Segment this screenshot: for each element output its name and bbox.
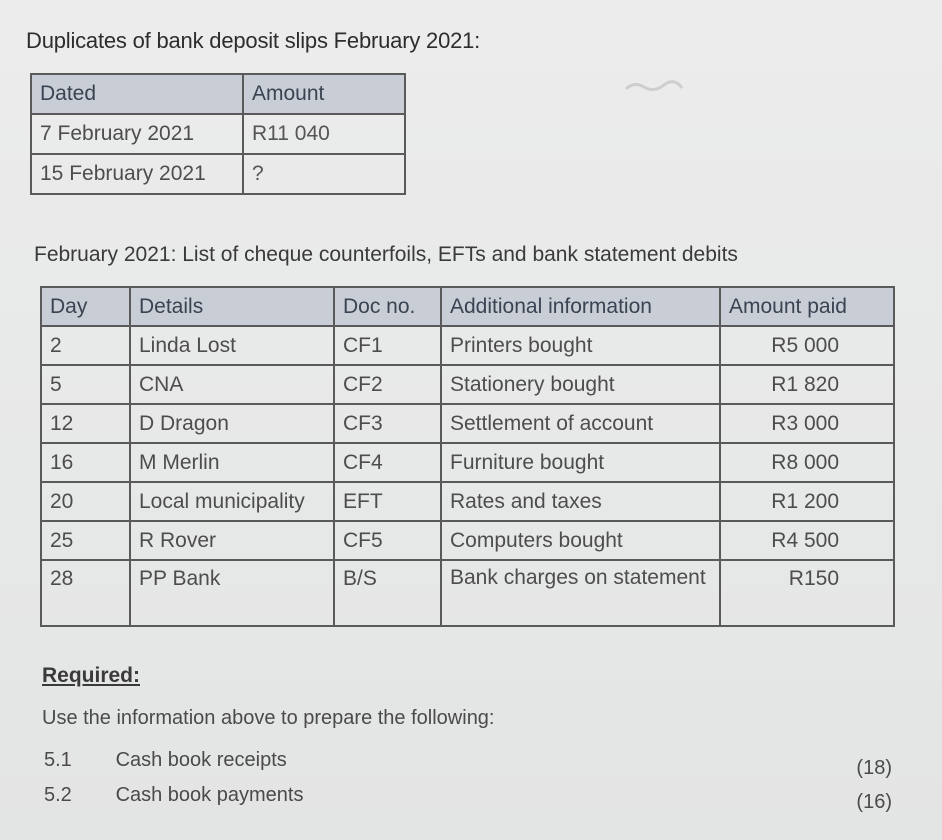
info-cell: Printers bought — [441, 326, 720, 365]
cheques-title: February 2021: List of cheque counterfoils, EFTs and bank statement debits — [34, 243, 738, 266]
smudge-mark — [624, 77, 684, 95]
required-label: Required: — [42, 664, 141, 687]
cheques-table — [40, 286, 895, 627]
deposit-amount: ? — [243, 154, 405, 194]
question-item — [44, 749, 287, 772]
details-cell: M Merlin — [130, 443, 334, 482]
doc-cell: CF5 — [334, 521, 441, 560]
info-cell: Furniture bought — [441, 443, 720, 482]
deposit-date: 7 February 2021 — [31, 114, 243, 154]
info-cell: Rates and taxes — [441, 482, 720, 521]
table-row — [41, 560, 894, 626]
doc-cell: CF3 — [334, 404, 441, 443]
info-cell: Computers bought — [441, 521, 720, 560]
header-amount: Amount — [243, 74, 405, 114]
question-number: 5.1 — [44, 749, 72, 771]
deposits-header-row — [31, 74, 405, 114]
table-row — [31, 154, 405, 194]
day-cell: 2 — [41, 326, 130, 365]
amount-cell: R1 820 — [720, 365, 894, 404]
question-marks: (18) — [856, 757, 892, 779]
header-amount-paid: Amount paid — [720, 287, 894, 326]
amount-cell: R4 500 — [720, 521, 894, 560]
doc-cell: B/S — [334, 560, 441, 626]
header-day: Day — [41, 287, 130, 326]
header-additional-info: Additional information — [441, 287, 720, 326]
amount-cell: R3 000 — [720, 404, 894, 443]
table-row — [41, 326, 894, 365]
deposit-date: 15 February 2021 — [31, 154, 243, 194]
question-text: Cash book payments — [115, 784, 304, 806]
info-cell: Stationery bought — [441, 365, 720, 404]
day-cell: 25 — [41, 521, 130, 560]
day-cell: 28 — [41, 560, 130, 626]
header-details: Details — [130, 287, 334, 326]
required-intro: Use the information above to prepare the following: — [42, 707, 495, 729]
doc-cell: CF2 — [334, 365, 441, 404]
question-text: Cash book receipts — [115, 749, 287, 771]
deposit-amount: R11 040 — [243, 114, 405, 154]
day-cell: 12 — [41, 404, 130, 443]
amount-cell: R8 000 — [720, 443, 894, 482]
question-item — [44, 784, 303, 807]
header-dated: Dated — [31, 74, 243, 114]
details-cell: PP Bank — [130, 560, 334, 626]
question-number: 5.2 — [44, 784, 72, 806]
day-cell: 5 — [41, 365, 130, 404]
amount-cell: R150 — [720, 560, 894, 626]
doc-cell: CF4 — [334, 443, 441, 482]
deposits-table — [30, 73, 406, 195]
doc-cell: CF1 — [334, 326, 441, 365]
table-row — [41, 404, 894, 443]
table-row — [31, 114, 405, 154]
cheques-header-row — [41, 287, 894, 326]
table-row — [41, 365, 894, 404]
details-cell: Local municipality — [130, 482, 334, 521]
day-cell: 20 — [41, 482, 130, 521]
table-row — [41, 443, 894, 482]
deposits-title: Duplicates of bank deposit slips February 2021: — [26, 28, 481, 53]
header-doc-no: Doc no. — [334, 287, 441, 326]
details-cell: R Rover — [130, 521, 334, 560]
info-cell: Bank charges on statement — [441, 560, 720, 626]
details-cell: CNA — [130, 365, 334, 404]
details-cell: D Dragon — [130, 404, 334, 443]
info-cell: Settlement of account — [441, 404, 720, 443]
details-cell: Linda Lost — [130, 326, 334, 365]
table-row — [41, 521, 894, 560]
amount-cell: R5 000 — [720, 326, 894, 365]
amount-cell: R1 200 — [720, 482, 894, 521]
table-row — [41, 482, 894, 521]
question-marks: (16) — [856, 791, 892, 813]
doc-cell: EFT — [334, 482, 441, 521]
day-cell: 16 — [41, 443, 130, 482]
